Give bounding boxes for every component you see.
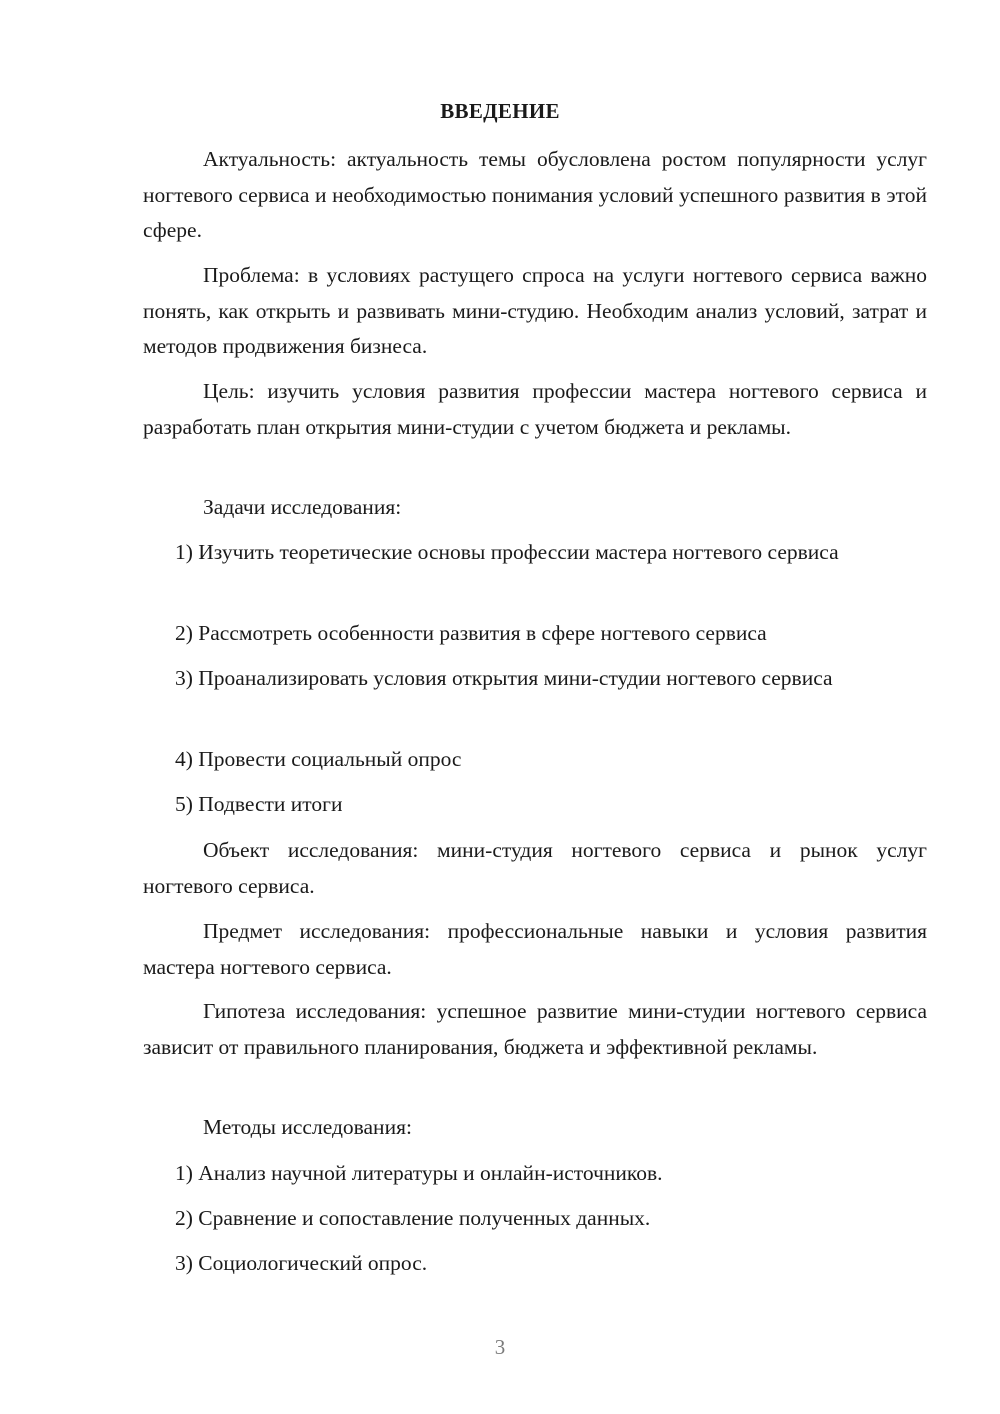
- list-item: 3) Социологический опрос.: [175, 1251, 428, 1275]
- page-number: 3: [494, 1335, 506, 1359]
- paragraph-object: Объект исследования: мини-студия ногтевого сервиса и рынок услуг ногтевого сервиса.: [143, 838, 927, 898]
- paragraph-subject: Предмет исследования: профессиональные навыки и условия развития мастера ногтевого сервиса.: [143, 919, 927, 979]
- methods-heading: Методы исследования:: [203, 1115, 412, 1139]
- page-title: ВВЕДЕНИЕ: [440, 99, 560, 123]
- paragraph-problem: Проблема: в условиях растущего спроса на услуги ногтевого сервиса важно понять, как открыть и развивать мини-студию. Необходим анализ условий, затрат и методов продвижения бизнеса.: [143, 263, 927, 358]
- list-item: 2) Сравнение и сопоставление полученных данных.: [175, 1206, 651, 1230]
- list-item: 3) Проанализировать условия открытия мини-студии ногтевого сервиса: [175, 666, 833, 690]
- tasks-heading: Задачи исследования:: [203, 495, 402, 519]
- paragraph-relevance: Актуальность: актуальность темы обусловлена ростом популярности услуг ногтевого сервиса и необходимостью понимания условий успешного развития в этой сфере.: [143, 147, 927, 242]
- list-item: 5) Подвести итоги: [175, 792, 343, 816]
- list-item: 4) Провести социальный опрос: [175, 747, 462, 771]
- list-item: 1) Изучить теоретические основы профессии мастера ногтевого сервиса: [175, 540, 839, 564]
- list-item: 1) Анализ научной литературы и онлайн-источников.: [175, 1161, 663, 1185]
- list-item: 2) Рассмотреть особенности развития в сфере ногтевого сервиса: [175, 621, 767, 645]
- paragraph-goal: Цель: изучить условия развития профессии мастера ногтевого сервиса и разработать план открытия мини-студии с учетом бюджета и рекламы.: [143, 379, 927, 439]
- paragraph-hypothesis: Гипотеза исследования: успешное развитие мини-студии ногтевого сервиса зависит от правильного планирования, бюджета и эффективной рекламы.: [143, 999, 927, 1059]
